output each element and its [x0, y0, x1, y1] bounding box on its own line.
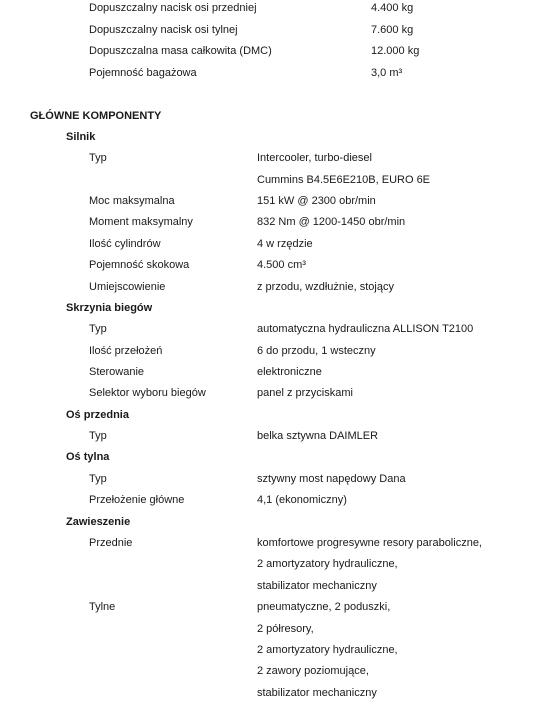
spec-label: Moment maksymalny — [89, 216, 193, 228]
spec-row — [0, 41, 560, 62]
spec-value: komfortowe progresywne resory paraboliczne, — [257, 537, 482, 549]
spec-row — [0, 255, 560, 276]
spec-row — [0, 426, 560, 447]
spec-row — [0, 148, 560, 169]
spec-value: Intercooler, turbo-diesel — [257, 152, 372, 164]
spec-row — [0, 597, 560, 618]
spec-label: Przednie — [89, 537, 133, 549]
spec-value: 151 kW @ 2300 obr/min — [257, 195, 376, 207]
spec-value: 4.400 kg — [371, 2, 414, 14]
spec-row — [0, 341, 560, 362]
spec-label: Typ — [89, 430, 107, 442]
group-title-gearbox: Skrzynia biegów — [66, 302, 153, 314]
spec-row — [0, 20, 560, 41]
section-title: GŁÓWNE KOMPONENTY — [30, 110, 162, 122]
spec-row — [0, 533, 560, 554]
spec-value: 2 zawory poziomujące, — [257, 665, 369, 677]
spec-value: z przodu, wzdłużnie, stojący — [257, 281, 394, 293]
spec-value: automatyczna hydrauliczna ALLISON T2100 — [257, 323, 474, 335]
spec-label: Sterowanie — [89, 366, 145, 378]
group-title-suspension: Zawieszenie — [66, 516, 131, 528]
spec-label: Typ — [89, 323, 107, 335]
group-title-rear-axle: Oś tylna — [66, 451, 110, 463]
spec-value: 832 Nm @ 1200-1450 obr/min — [257, 216, 406, 228]
spec-row — [0, 63, 560, 84]
spec-row — [0, 619, 560, 640]
spec-value: pneumatyczne, 2 poduszki, — [257, 601, 391, 613]
spec-value: 4,1 (ekonomiczny) — [257, 494, 347, 506]
spec-label: Dopuszczalna masa całkowita (DMC) — [89, 45, 272, 57]
spec-row — [0, 554, 560, 575]
spec-row — [0, 640, 560, 661]
spec-value: 4 w rzędzie — [257, 238, 313, 250]
group-title-front-axle: Oś przednia — [66, 409, 129, 421]
spec-label: Ilość cylindrów — [89, 238, 161, 250]
spec-value: 12.000 kg — [371, 45, 420, 57]
spec-label: Typ — [89, 152, 107, 164]
spec-row — [0, 212, 560, 233]
spec-label: Pojemność bagażowa — [89, 67, 197, 79]
spec-value: 2 półresory, — [257, 623, 314, 635]
spec-row — [0, 234, 560, 255]
spec-row — [0, 661, 560, 682]
spec-row — [0, 0, 560, 19]
spec-value: 7.600 kg — [371, 24, 414, 36]
spec-value: sztywny most napędowy Dana — [257, 473, 406, 485]
section-header-row — [0, 106, 560, 127]
spec-row — [0, 383, 560, 404]
spec-value: 6 do przodu, 1 wsteczny — [257, 345, 376, 357]
spec-value: 3,0 m³ — [371, 67, 403, 79]
spec-value: stabilizator mechaniczny — [257, 580, 377, 592]
spec-label: Tylne — [89, 601, 116, 613]
spec-row — [0, 362, 560, 383]
spec-row — [0, 683, 560, 704]
spec-value: Cummins B4.5E6E210B, EURO 6E — [257, 174, 431, 186]
spec-value: 2 amortyzatory hydrauliczne, — [257, 644, 398, 656]
spec-row — [0, 319, 560, 340]
spec-value: panel z przyciskami — [257, 387, 353, 399]
group-header-row — [0, 447, 560, 468]
spec-label: Moc maksymalna — [89, 195, 175, 207]
spec-value: elektroniczne — [257, 366, 322, 378]
spec-row — [0, 277, 560, 298]
spec-value: stabilizator mechaniczny — [257, 687, 377, 699]
spec-value: belka sztywna DAIMLER — [257, 430, 379, 442]
spec-label: Ilość przełożeń — [89, 345, 163, 357]
spec-row — [0, 170, 560, 191]
spec-label: Pojemność skokowa — [89, 259, 190, 271]
spec-value: 2 amortyzatory hydrauliczne, — [257, 558, 398, 570]
spec-row — [0, 469, 560, 490]
spec-row — [0, 490, 560, 511]
group-header-row — [0, 512, 560, 533]
group-header-row — [0, 127, 560, 148]
spec-label: Dopuszczalny nacisk osi przedniej — [89, 2, 257, 14]
spec-label: Typ — [89, 473, 107, 485]
spec-label: Selektor wyboru biegów — [89, 387, 206, 399]
spec-label: Przełożenie główne — [89, 494, 185, 506]
group-header-row — [0, 405, 560, 426]
spec-row — [0, 576, 560, 597]
spec-label: Umiejscowienie — [89, 281, 166, 293]
spec-row — [0, 191, 560, 212]
spec-value: 4.500 cm³ — [257, 259, 306, 271]
spec-label: Dopuszczalny nacisk osi tylnej — [89, 24, 238, 36]
group-title-engine: Silnik — [66, 131, 96, 143]
group-header-row — [0, 298, 560, 319]
